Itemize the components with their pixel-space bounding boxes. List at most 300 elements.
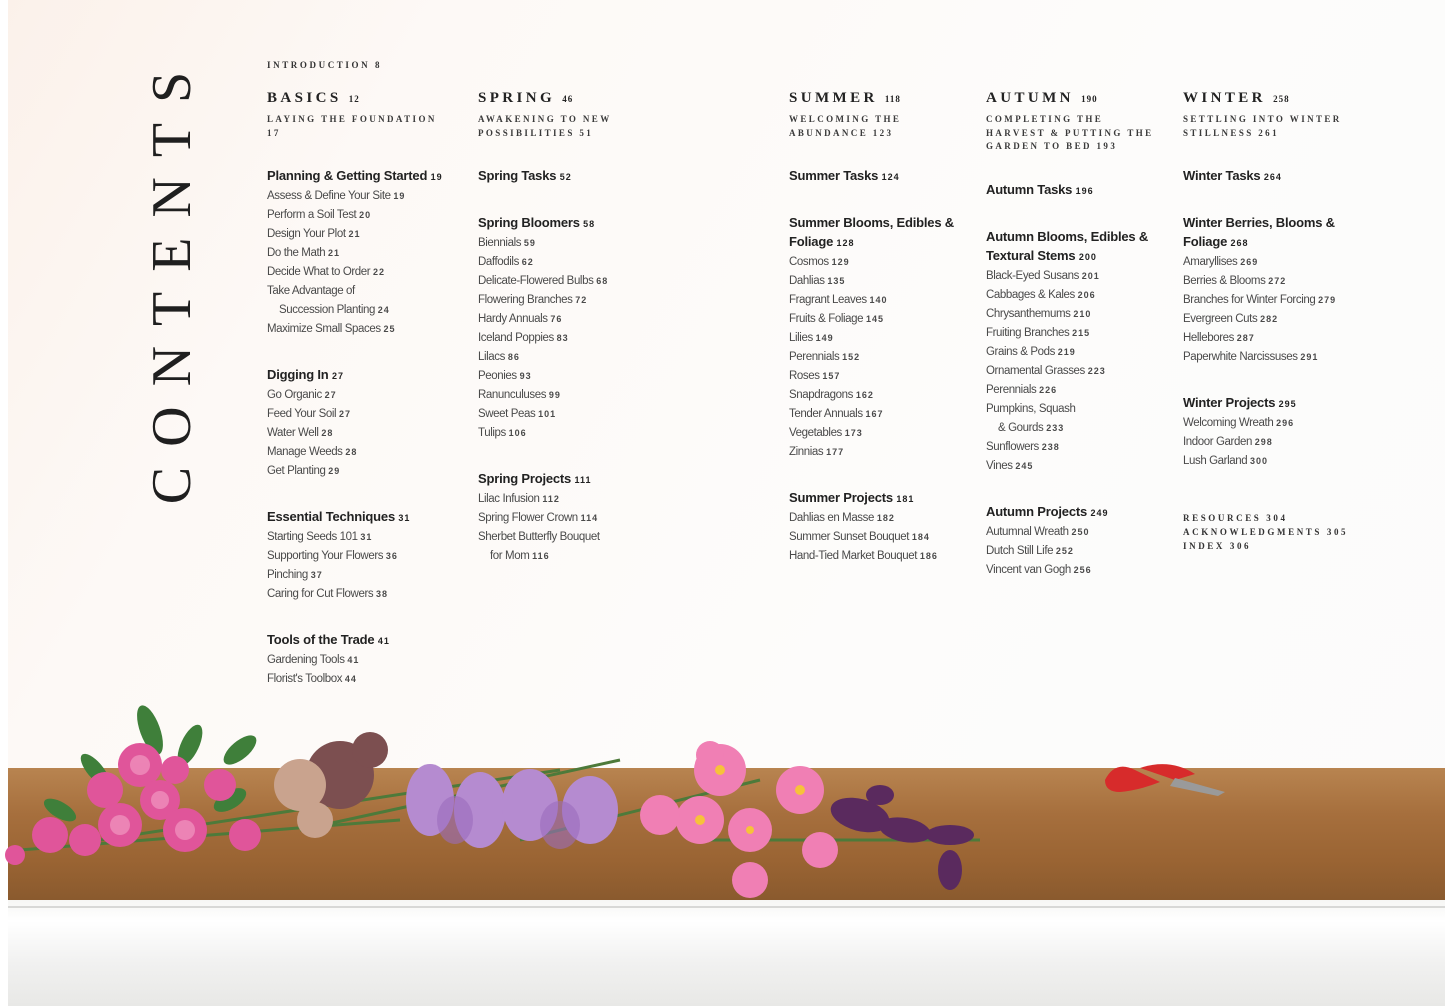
section-heading-text: Digging In <box>267 367 329 382</box>
toc-section <box>789 166 999 187</box>
section-heading-page: 31 <box>398 513 411 523</box>
toc-entry-page: 83 <box>556 333 569 343</box>
toc-entry[interactable] <box>789 528 999 547</box>
garden-snips-image <box>1100 760 1230 800</box>
toc-entry-page: 27 <box>324 390 337 400</box>
toc-entry[interactable] <box>789 386 999 405</box>
toc-entry-title: Manage Weeds <box>267 446 343 458</box>
toc-section <box>986 502 1208 580</box>
toc-entry-title: Gardening Tools <box>267 654 345 666</box>
section-heading-page: 52 <box>559 172 572 182</box>
toc-section <box>789 488 999 566</box>
toc-entry-title: Lush Garland <box>1183 455 1248 467</box>
toc-entry[interactable] <box>789 443 999 462</box>
toc-entry-title: Go Organic <box>267 389 322 401</box>
toc-section <box>1183 213 1393 367</box>
toc-entry-title: Evergreen Cuts <box>1183 313 1258 325</box>
toc-entry[interactable] <box>267 651 477 670</box>
toc-entry[interactable] <box>986 561 1196 580</box>
section-heading-text: Spring Tasks <box>478 168 557 183</box>
toc-entry-page: 238 <box>1041 441 1060 452</box>
toc-entry[interactable] <box>478 348 688 367</box>
toc-entry-page: 287 <box>1236 333 1255 343</box>
toc-entry[interactable] <box>267 206 477 225</box>
toc-entry-title: Succession Planting <box>279 304 375 316</box>
toc-entry[interactable] <box>789 272 999 291</box>
toc-entry-page: 145 <box>865 314 884 324</box>
section-heading[interactable] <box>267 166 457 187</box>
toc-entry-page: 206 <box>1077 289 1096 300</box>
toc-entry[interactable] <box>986 362 1196 381</box>
toc-section <box>1183 166 1393 187</box>
toc-entry-page: 22 <box>373 267 386 277</box>
section-heading-page: 58 <box>583 219 596 229</box>
toc-entry-title: Amaryllises <box>1183 256 1238 268</box>
toc-entry[interactable] <box>478 405 688 424</box>
toc-entry[interactable] <box>1183 310 1393 329</box>
section-heading[interactable] <box>478 166 668 187</box>
toc-entry[interactable] <box>789 348 999 367</box>
contents-title-wrapper <box>112 51 232 505</box>
toc-entry-page: 282 <box>1260 314 1279 324</box>
toc-entry-page: 162 <box>855 390 874 400</box>
season-title[interactable] <box>986 90 1208 107</box>
toc-entry-page: 298 <box>1254 437 1273 447</box>
toc-entry[interactable] <box>1183 329 1393 348</box>
season-title-text: BASICS <box>267 90 342 106</box>
season-subtitle[interactable]: COMPLETING THE HARVEST & PUTTING THE GARDEN TO BED 193 <box>986 114 1154 151</box>
toc-entry-page: 245 <box>1015 460 1034 471</box>
toc-entry-page: 186 <box>919 551 938 561</box>
section-heading[interactable] <box>789 488 979 509</box>
toc-entry[interactable] <box>267 585 477 604</box>
season-title-page: 190 <box>1081 94 1098 104</box>
section-heading-page: 27 <box>331 371 344 381</box>
section-heading[interactable] <box>1183 213 1373 253</box>
toc-entry-title: Pinching <box>267 569 308 581</box>
toc-entry[interactable] <box>789 310 999 329</box>
toc-entry-title: Lilac Infusion <box>478 493 540 505</box>
toc-entry-page: 252 <box>1055 545 1074 556</box>
section-heading-text: Tools of the Trade <box>267 632 375 647</box>
toc-entry-title: Dahlias en Masse <box>789 512 875 524</box>
toc-entry-title: Indoor Garden <box>1183 436 1252 448</box>
toc-entry[interactable] <box>478 367 688 386</box>
toc-entry-page: 99 <box>548 390 561 400</box>
season-title[interactable] <box>1183 90 1393 107</box>
toc-entry-page: 140 <box>869 295 888 305</box>
toc-entry-title: Dutch Still Life <box>986 544 1054 557</box>
column-winter <box>1183 90 1393 553</box>
section-heading[interactable] <box>1183 166 1373 187</box>
toc-entry[interactable] <box>789 424 999 443</box>
toc-entry-title: Chrysanthemums <box>986 307 1071 320</box>
section-heading-text: Autumn Projects <box>986 503 1088 519</box>
toc-entry-page: 21 <box>328 248 341 258</box>
toc-entry-title: Flowering Branches <box>478 294 573 306</box>
season-title[interactable] <box>478 90 700 107</box>
section-heading-page: 19 <box>430 172 443 182</box>
section-heading-text: Autumn Blooms, Edibles & Textural Stems <box>986 228 1149 263</box>
toc-entry-page: 68 <box>596 276 609 286</box>
toc-entry-title: Get Planting <box>267 465 326 477</box>
toc-section <box>986 180 1208 201</box>
section-heading[interactable] <box>267 630 457 651</box>
toc-entry-page: 93 <box>519 371 532 381</box>
toc-entry-title: Roses <box>789 370 820 382</box>
toc-entry[interactable] <box>986 542 1196 561</box>
toc-entry[interactable] <box>267 225 477 244</box>
backmatter-entry[interactable]: ACKNOWLEDGMENTS 305 <box>1183 527 1349 537</box>
toc-entry-title: Autumnal Wreath <box>986 525 1069 538</box>
toc-entry-page: 29 <box>328 466 341 476</box>
toc-entry-page: 76 <box>550 314 563 324</box>
season-title-page: 258 <box>1273 94 1290 104</box>
toc-entry-page: 152 <box>842 352 861 362</box>
toc-entry[interactable] <box>789 547 999 566</box>
toc-entry-title: Daffodils <box>478 256 519 268</box>
toc-entry-title: Grains & Pods <box>986 345 1055 358</box>
toc-entry-page: 31 <box>360 532 373 542</box>
toc-entry[interactable] <box>267 301 489 320</box>
section-heading-text: Spring Projects <box>478 471 572 486</box>
toc-entry-title: Maximize Small Spaces <box>267 323 381 335</box>
toc-entry-page: 250 <box>1071 526 1090 537</box>
toc-entry[interactable] <box>267 424 477 443</box>
toc-entry-title: Fragrant Leaves <box>789 294 867 306</box>
toc-entry[interactable] <box>267 443 477 462</box>
column-summer <box>789 90 999 566</box>
toc-section <box>478 469 700 566</box>
section-heading-text: Winter Berries, Blooms & Foliage <box>1183 215 1335 249</box>
toc-entry-page: 116 <box>532 551 550 561</box>
toc-entry-title: Sunflowers <box>986 440 1039 453</box>
toc-entry[interactable] <box>267 462 477 481</box>
toc-entry-page: 106 <box>508 428 527 438</box>
toc-entry-title: Starting Seeds 101 <box>267 531 358 543</box>
toc-entry[interactable] <box>267 320 477 339</box>
toc-section <box>267 630 489 689</box>
toc-entry-title: Paperwhite Narcissuses <box>1183 351 1298 363</box>
season-subtitle[interactable]: LAYING THE FOUNDATION 17 <box>267 114 437 138</box>
toc-entry-page: 173 <box>844 428 863 438</box>
toc-section <box>267 166 489 339</box>
toc-entry-title: Design Your Plot <box>267 228 346 240</box>
section-heading[interactable] <box>267 365 457 386</box>
toc-entry-page: 21 <box>348 229 361 239</box>
toc-entry-page: 28 <box>321 428 334 438</box>
toc-entry-page: 101 <box>538 409 557 419</box>
toc-entry-page: 149 <box>815 333 834 343</box>
toc-entry-page: 24 <box>377 305 390 315</box>
toc-entry-page: 28 <box>345 447 358 457</box>
toc-entry-page: 27 <box>339 409 352 419</box>
toc-entry[interactable] <box>986 381 1196 400</box>
section-heading-page: 111 <box>574 475 592 485</box>
toc-entry[interactable] <box>789 405 999 424</box>
toc-entry-title: Tulips <box>478 427 506 439</box>
section-heading[interactable] <box>478 213 668 234</box>
toc-entry[interactable] <box>478 386 688 405</box>
toc-section <box>478 213 700 443</box>
toc-entry-page: 20 <box>359 210 372 220</box>
toc-entry[interactable] <box>986 438 1196 457</box>
toc-entry-title: Sweet Peas <box>478 408 536 420</box>
toc-entry-page: 269 <box>1240 257 1259 267</box>
toc-entry-page: 182 <box>876 513 895 523</box>
toc-section <box>1183 393 1393 471</box>
toc-section <box>267 365 489 481</box>
toc-entry[interactable] <box>1183 253 1393 272</box>
toc-entry[interactable] <box>267 566 477 585</box>
toc-entry[interactable] <box>986 324 1196 343</box>
toc-entry-page: 37 <box>310 570 323 580</box>
section-heading[interactable] <box>1183 393 1373 414</box>
toc-section <box>478 166 700 187</box>
column-autumn <box>986 90 1208 580</box>
toc-entry-page: 59 <box>523 238 536 248</box>
toc-entry-title: Cabbages & Kales <box>986 288 1075 301</box>
toc-entry-page: 112 <box>542 494 560 504</box>
toc-entry[interactable] <box>478 509 688 528</box>
season-title-text: AUTUMN <box>986 90 1074 106</box>
section-heading-text: Winter Tasks <box>1183 168 1261 183</box>
toc-entry[interactable] <box>986 267 1196 286</box>
column-spring <box>478 90 700 566</box>
season-subtitle[interactable]: WELCOMING THE ABUNDANCE 123 <box>789 114 902 138</box>
toc-entry[interactable] <box>986 457 1196 476</box>
toc-entry-title: Supporting Your Flowers <box>267 550 384 562</box>
toc-entry[interactable] <box>267 547 477 566</box>
section-heading-text: Essential Techniques <box>267 509 395 524</box>
toc-entry[interactable] <box>789 329 999 348</box>
toc-entry[interactable] <box>267 187 477 206</box>
toc-entry-page: 291 <box>1300 352 1319 362</box>
section-heading-page: 41 <box>377 636 390 646</box>
toc-entry[interactable] <box>1183 272 1393 291</box>
toc-entry[interactable] <box>789 291 999 310</box>
toc-entry-title: Welcoming Wreath <box>1183 417 1274 429</box>
toc-entry-title: Summer Sunset Bouquet <box>789 531 910 543</box>
toc-entry-title: Hardy Annuals <box>478 313 548 325</box>
toc-entry[interactable] <box>478 547 700 566</box>
section-heading-page: 128 <box>836 238 855 248</box>
section-heading[interactable] <box>478 469 668 490</box>
season-title[interactable] <box>789 90 999 107</box>
toc-entry[interactable] <box>267 528 477 547</box>
introduction-entry[interactable]: INTRODUCTION 8 <box>267 60 383 70</box>
toc-entry-title: Decide What to Order <box>267 266 371 278</box>
toc-entry-page: 223 <box>1087 365 1106 376</box>
section-heading-page: 268 <box>1230 238 1249 248</box>
toc-entry-page: 41 <box>347 655 360 665</box>
toc-entry-title: Florist's Toolbox <box>267 673 343 685</box>
toc-entry-title: Zinnias <box>789 446 824 458</box>
section-heading[interactable] <box>986 227 1176 267</box>
toc-entry-page: 177 <box>826 447 845 457</box>
toc-entry-page: 256 <box>1073 564 1092 575</box>
toc-entry-title: Hand-Tied Market Bouquet <box>789 550 918 562</box>
toc-entry[interactable] <box>1183 433 1393 452</box>
toc-entry-page: 25 <box>383 324 396 334</box>
toc-entry-title: Perform a Soil Test <box>267 209 357 221</box>
toc-entry-title: Lilies <box>789 332 813 344</box>
section-heading-text: Planning & Getting Started <box>267 168 428 183</box>
section-heading-text: Autumn Tasks <box>986 181 1073 197</box>
toc-entry[interactable] <box>267 386 477 405</box>
toc-entry-title: Lilacs <box>478 351 506 363</box>
toc-entry-title: Fruiting Branches <box>986 326 1070 339</box>
section-heading[interactable] <box>986 502 1176 523</box>
toc-entry-page: 215 <box>1072 327 1091 338</box>
toc-entry[interactable] <box>478 234 688 253</box>
toc-entry[interactable] <box>267 244 477 263</box>
toc-entry-title: Snapdragons <box>789 389 854 401</box>
toc-entry[interactable] <box>1183 414 1393 433</box>
toc-entry-title: Branches for Winter Forcing <box>1183 294 1316 306</box>
toc-entry-page: 184 <box>911 532 930 542</box>
section-heading-page: 249 <box>1090 507 1109 518</box>
section-heading[interactable] <box>789 213 979 253</box>
contents-title: CONTENTS <box>141 51 204 505</box>
toc-entry-page: 62 <box>521 257 534 267</box>
toc-entry-page: 300 <box>1250 456 1269 466</box>
toc-entry[interactable] <box>1183 348 1393 367</box>
season-title-text: WINTER <box>1183 90 1266 106</box>
season-title-page: 12 <box>348 94 360 104</box>
toc-entry[interactable] <box>986 400 1196 419</box>
toc-entry[interactable] <box>1183 291 1393 310</box>
toc-entry[interactable] <box>267 263 477 282</box>
toc-entry-page: 219 <box>1057 346 1076 357</box>
season-title-page: 46 <box>562 94 574 104</box>
toc-entry[interactable] <box>478 253 688 272</box>
toc-entry[interactable] <box>986 523 1196 542</box>
toc-entry-title: Vines <box>986 459 1013 472</box>
section-heading-text: Winter Projects <box>1183 395 1276 410</box>
toc-entry-page: 72 <box>575 295 588 305</box>
section-heading-text: Summer Projects <box>789 490 893 505</box>
toc-entry-page: 36 <box>385 551 398 561</box>
toc-section <box>267 507 489 604</box>
toc-entry-page: 226 <box>1039 384 1058 395</box>
column-basics <box>267 58 489 689</box>
toc-entry-title: Assess & Define Your Site <box>267 190 391 202</box>
section-heading[interactable] <box>789 166 979 187</box>
season-title-page: 118 <box>884 94 901 104</box>
toc-entry-page: 279 <box>1318 295 1337 305</box>
toc-entry-title: Peonies <box>478 370 517 382</box>
toc-entry-title: Black-Eyed Susans <box>986 269 1079 282</box>
toc-entry-page: 157 <box>822 371 841 381</box>
toc-entry-title: Fruits & Foliage <box>789 313 864 325</box>
toc-entry-title: Iceland Poppies <box>478 332 554 344</box>
toc-entry-page: 201 <box>1081 270 1100 281</box>
section-heading-page: 124 <box>881 172 900 182</box>
toc-entry-title: Caring for Cut Flowers <box>267 588 374 600</box>
toc-section <box>986 227 1208 476</box>
toc-entry-page: 44 <box>344 674 357 684</box>
toc-entry[interactable] <box>986 419 1208 438</box>
section-heading-page: 200 <box>1078 251 1097 262</box>
toc-entry-title: Tender Annuals <box>789 408 863 420</box>
toc-entry[interactable] <box>986 343 1196 362</box>
section-heading[interactable] <box>267 507 457 528</box>
backmatter-entry[interactable]: RESOURCES 304 <box>1183 513 1288 523</box>
season-subtitle[interactable]: AWAKENING TO NEW POSSIBILITIES 51 <box>478 114 612 138</box>
toc-entry-title: Delicate-Flowered Bulbs <box>478 275 594 287</box>
toc-entry-title: Ornamental Grasses <box>986 364 1085 377</box>
toc-entry[interactable] <box>1183 452 1393 471</box>
toc-entry-title: Do the Math <box>267 247 326 259</box>
season-subtitle[interactable]: SETTLING INTO WINTER STILLNESS 261 <box>1183 114 1342 138</box>
toc-entry-title: Biennials <box>478 237 522 249</box>
toc-entry-title: Berries & Blooms <box>1183 275 1266 287</box>
toc-entry[interactable] <box>478 329 688 348</box>
toc-entry-title: & Gourds <box>998 421 1044 434</box>
toc-entry[interactable] <box>478 490 688 509</box>
toc-entry-page: 272 <box>1268 276 1287 286</box>
section-heading-page: 295 <box>1278 399 1297 409</box>
toc-entry-title: Sherbet Butterfly Bouquet <box>478 531 600 543</box>
toc-entry[interactable] <box>478 291 688 310</box>
season-title-text: SPRING <box>478 90 556 106</box>
toc-entry-title: Water Well <box>267 427 319 439</box>
toc-entry[interactable] <box>478 310 688 329</box>
toc-entry-title: Perennials <box>986 383 1037 396</box>
toc-entry-title: Cosmos <box>789 256 829 268</box>
section-heading-text: Summer Tasks <box>789 168 879 183</box>
toc-entry[interactable] <box>267 282 477 301</box>
toc-entry-title: Spring Flower Crown <box>478 512 578 524</box>
toc-entry-page: 19 <box>393 191 406 201</box>
toc-entry-title: Dahlias <box>789 275 825 287</box>
toc-entry-title: Perennials <box>789 351 840 363</box>
toc-entry-page: 210 <box>1073 308 1092 319</box>
toc-entry[interactable] <box>267 670 477 689</box>
toc-entry-title: Hellebores <box>1183 332 1234 344</box>
toc-entry-title: Take Advantage of <box>267 285 355 297</box>
toc-entry-title: for Mom <box>490 550 530 562</box>
toc-entry-page: 167 <box>865 409 884 419</box>
toc-entry-title: Vincent van Gogh <box>986 563 1071 576</box>
section-heading[interactable] <box>986 180 1176 201</box>
season-title[interactable] <box>267 90 489 107</box>
toc-section <box>789 213 999 462</box>
flower-arrangement-image <box>0 690 1000 930</box>
toc-entry[interactable] <box>789 367 999 386</box>
toc-entry-page: 38 <box>376 589 389 599</box>
toc-entry-page: 129 <box>831 257 850 267</box>
toc-entry-page: 86 <box>507 352 520 362</box>
toc-entry-title: Vegetables <box>789 427 842 439</box>
section-heading-text: Spring Bloomers <box>478 215 580 230</box>
backmatter-list <box>1183 511 1393 553</box>
toc-entry-title: Ranunculuses <box>478 389 547 401</box>
toc-entry[interactable] <box>478 424 688 443</box>
section-heading-page: 264 <box>1263 172 1282 182</box>
toc-entry[interactable] <box>478 272 688 291</box>
toc-entry[interactable] <box>789 509 999 528</box>
backmatter-entry[interactable]: INDEX 306 <box>1183 541 1252 551</box>
toc-entry[interactable] <box>986 286 1196 305</box>
toc-entry-page: 114 <box>580 513 599 523</box>
toc-entry[interactable] <box>789 253 999 272</box>
toc-entry[interactable] <box>478 528 688 547</box>
toc-entry[interactable] <box>267 405 477 424</box>
section-heading-page: 196 <box>1075 185 1094 196</box>
toc-entry[interactable] <box>986 305 1196 324</box>
